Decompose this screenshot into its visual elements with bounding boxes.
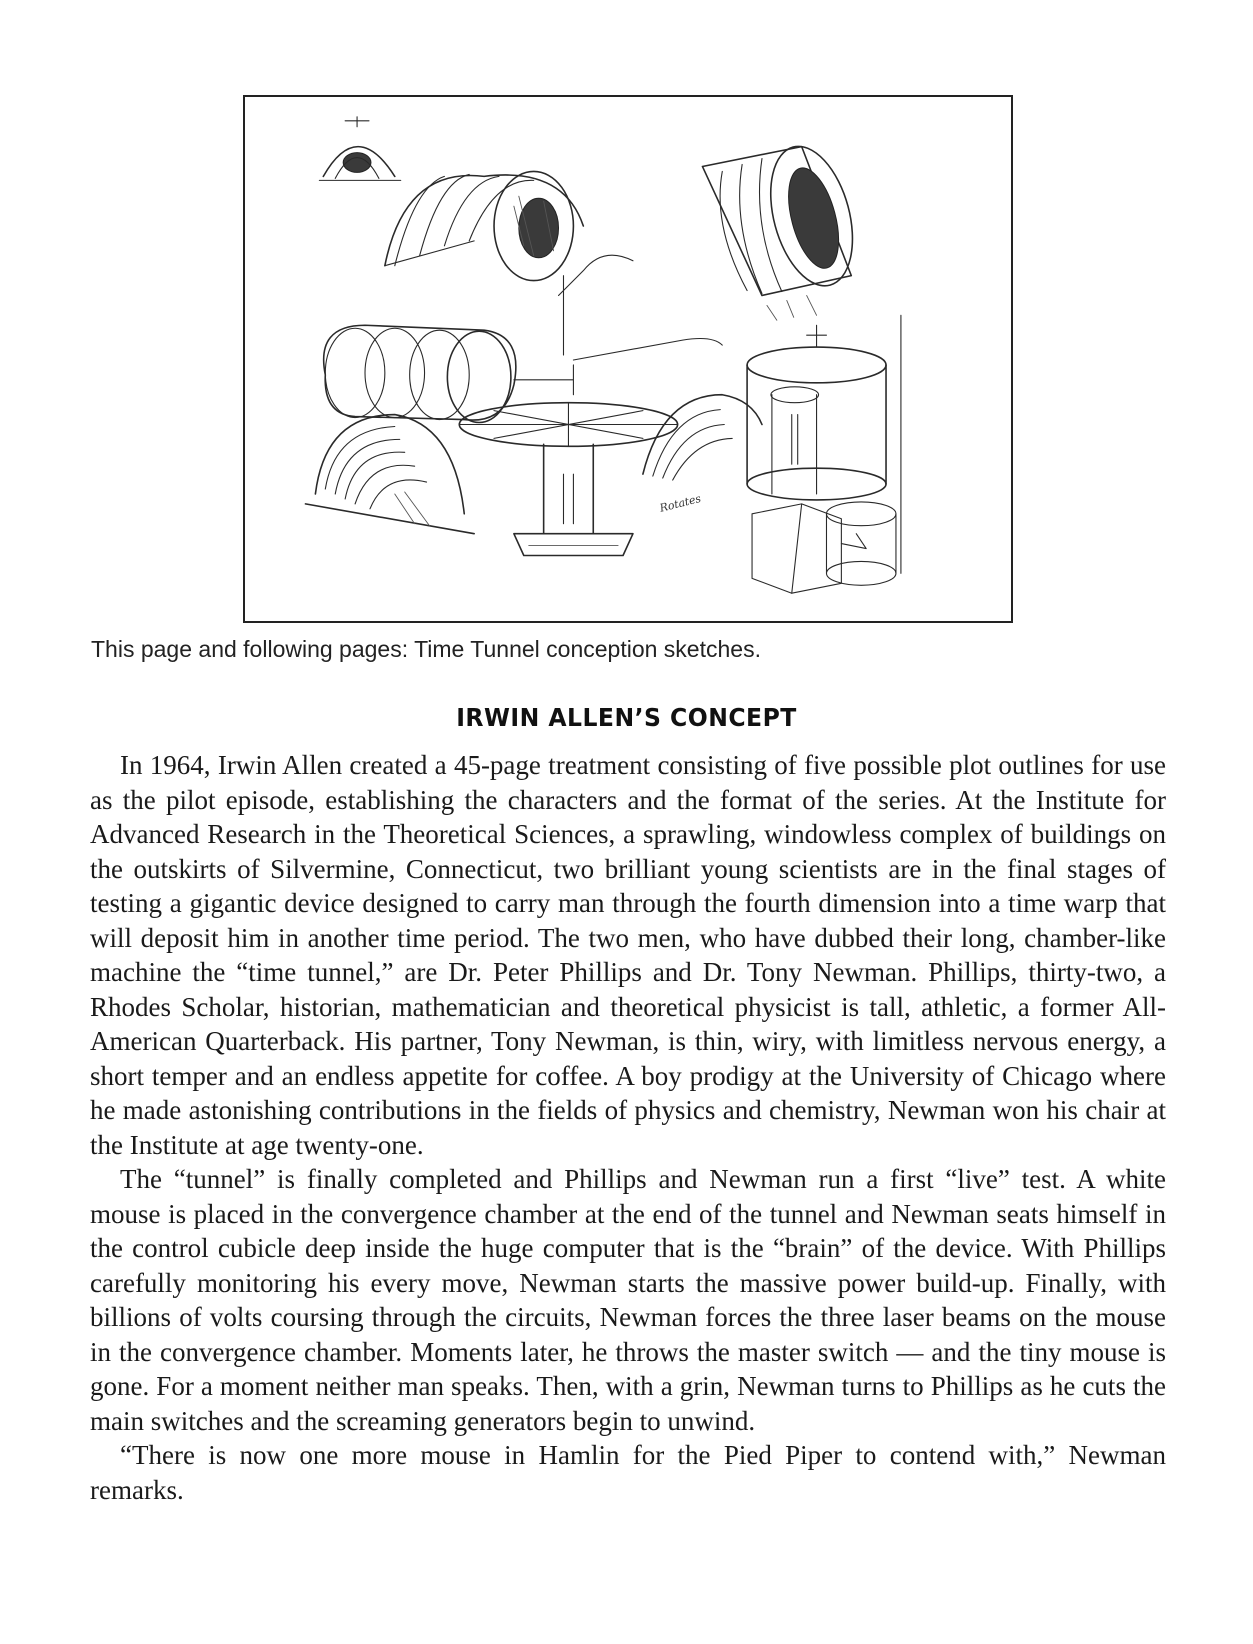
paragraph-1: In 1964, Irwin Allen created a 45-page treatment consisting of five possible plot outlines for use as the pilot episode, establishing the characters and the format of the series. At the Institute for Advanced Research in the Theoretical Sciences, a sprawling, windowless complex of buildings on the outskirts of Silvermine, Connecticut, two brilliant young scientists are in the final stages of testing a gigantic device designed to carry man through the fourth dimension into a time warp that will deposit him in another time period. The two men, who have dubbed their long, chamber-like machine the “time tunnel,” are Dr. Peter Phillips and Dr. Tony Newman. Phillips, thirty-two, a Rhodes Scholar, historian, mathematician and theoretical physicist is tall, athletic, a former All-American Quarterback. His partner, Tony Newman, is thin, wiry, with limitless nervous energy, a short temper and an endless appetite for coffee. A boy prodigy at the University of Chicago where he made astonishing contributions in the fields of physics and chemistry, Newman won his chair at the Institute at age twenty-one. — [90, 750, 1166, 1160]
small-arch-sketch — [643, 395, 762, 480]
time-tunnel-sketch-drawing — [245, 97, 1011, 621]
concept-sketch-figure — [243, 95, 1013, 623]
figure-caption: This page and following pages: Time Tunnel conception sketches. — [91, 636, 761, 662]
sketch-note-text: Rotates — [658, 491, 703, 515]
cylinder-chamber-sketch — [747, 315, 901, 573]
small-dome-sketch — [319, 117, 400, 181]
rotating-chamber-sketches — [752, 502, 896, 593]
paragraph-2: The “tunnel” is finally completed and Phillips and Newman run a first “live” test. A white mouse is placed in the convergence chamber at the end of the tunnel and Newman seats himself in the control cubicle deep inside the huge computer that is the “brain” of the device. With Phillips carefully monitoring his every move, Newman starts the massive power build-up. Finally, with billions of volts coursing through the circuits, Newman forces the three laser beams on the mouse in the convergence chamber. Moments later, he throws the master switch — and the tiny mouse is gone. For a moment neither man speaks. Then, with a grin, Newman turns to Phillips as he cuts the main switches and the screaming generators begin to unwind. — [90, 1164, 1166, 1436]
cone-funnel-sketch — [702, 137, 866, 320]
body-text — [90, 748, 1166, 1507]
ribbed-half-cylinder-sketch — [305, 415, 474, 534]
section-heading: IRWIN ALLEN’S CONCEPT — [456, 703, 797, 732]
paragraph-3: “There is now one more mouse in Hamlin for the Pied Piper to contend with,” Newman remarks. — [90, 1440, 1166, 1505]
ring-tube-sketch — [324, 325, 574, 422]
ribbed-arch-tunnel-sketch — [385, 171, 583, 280]
